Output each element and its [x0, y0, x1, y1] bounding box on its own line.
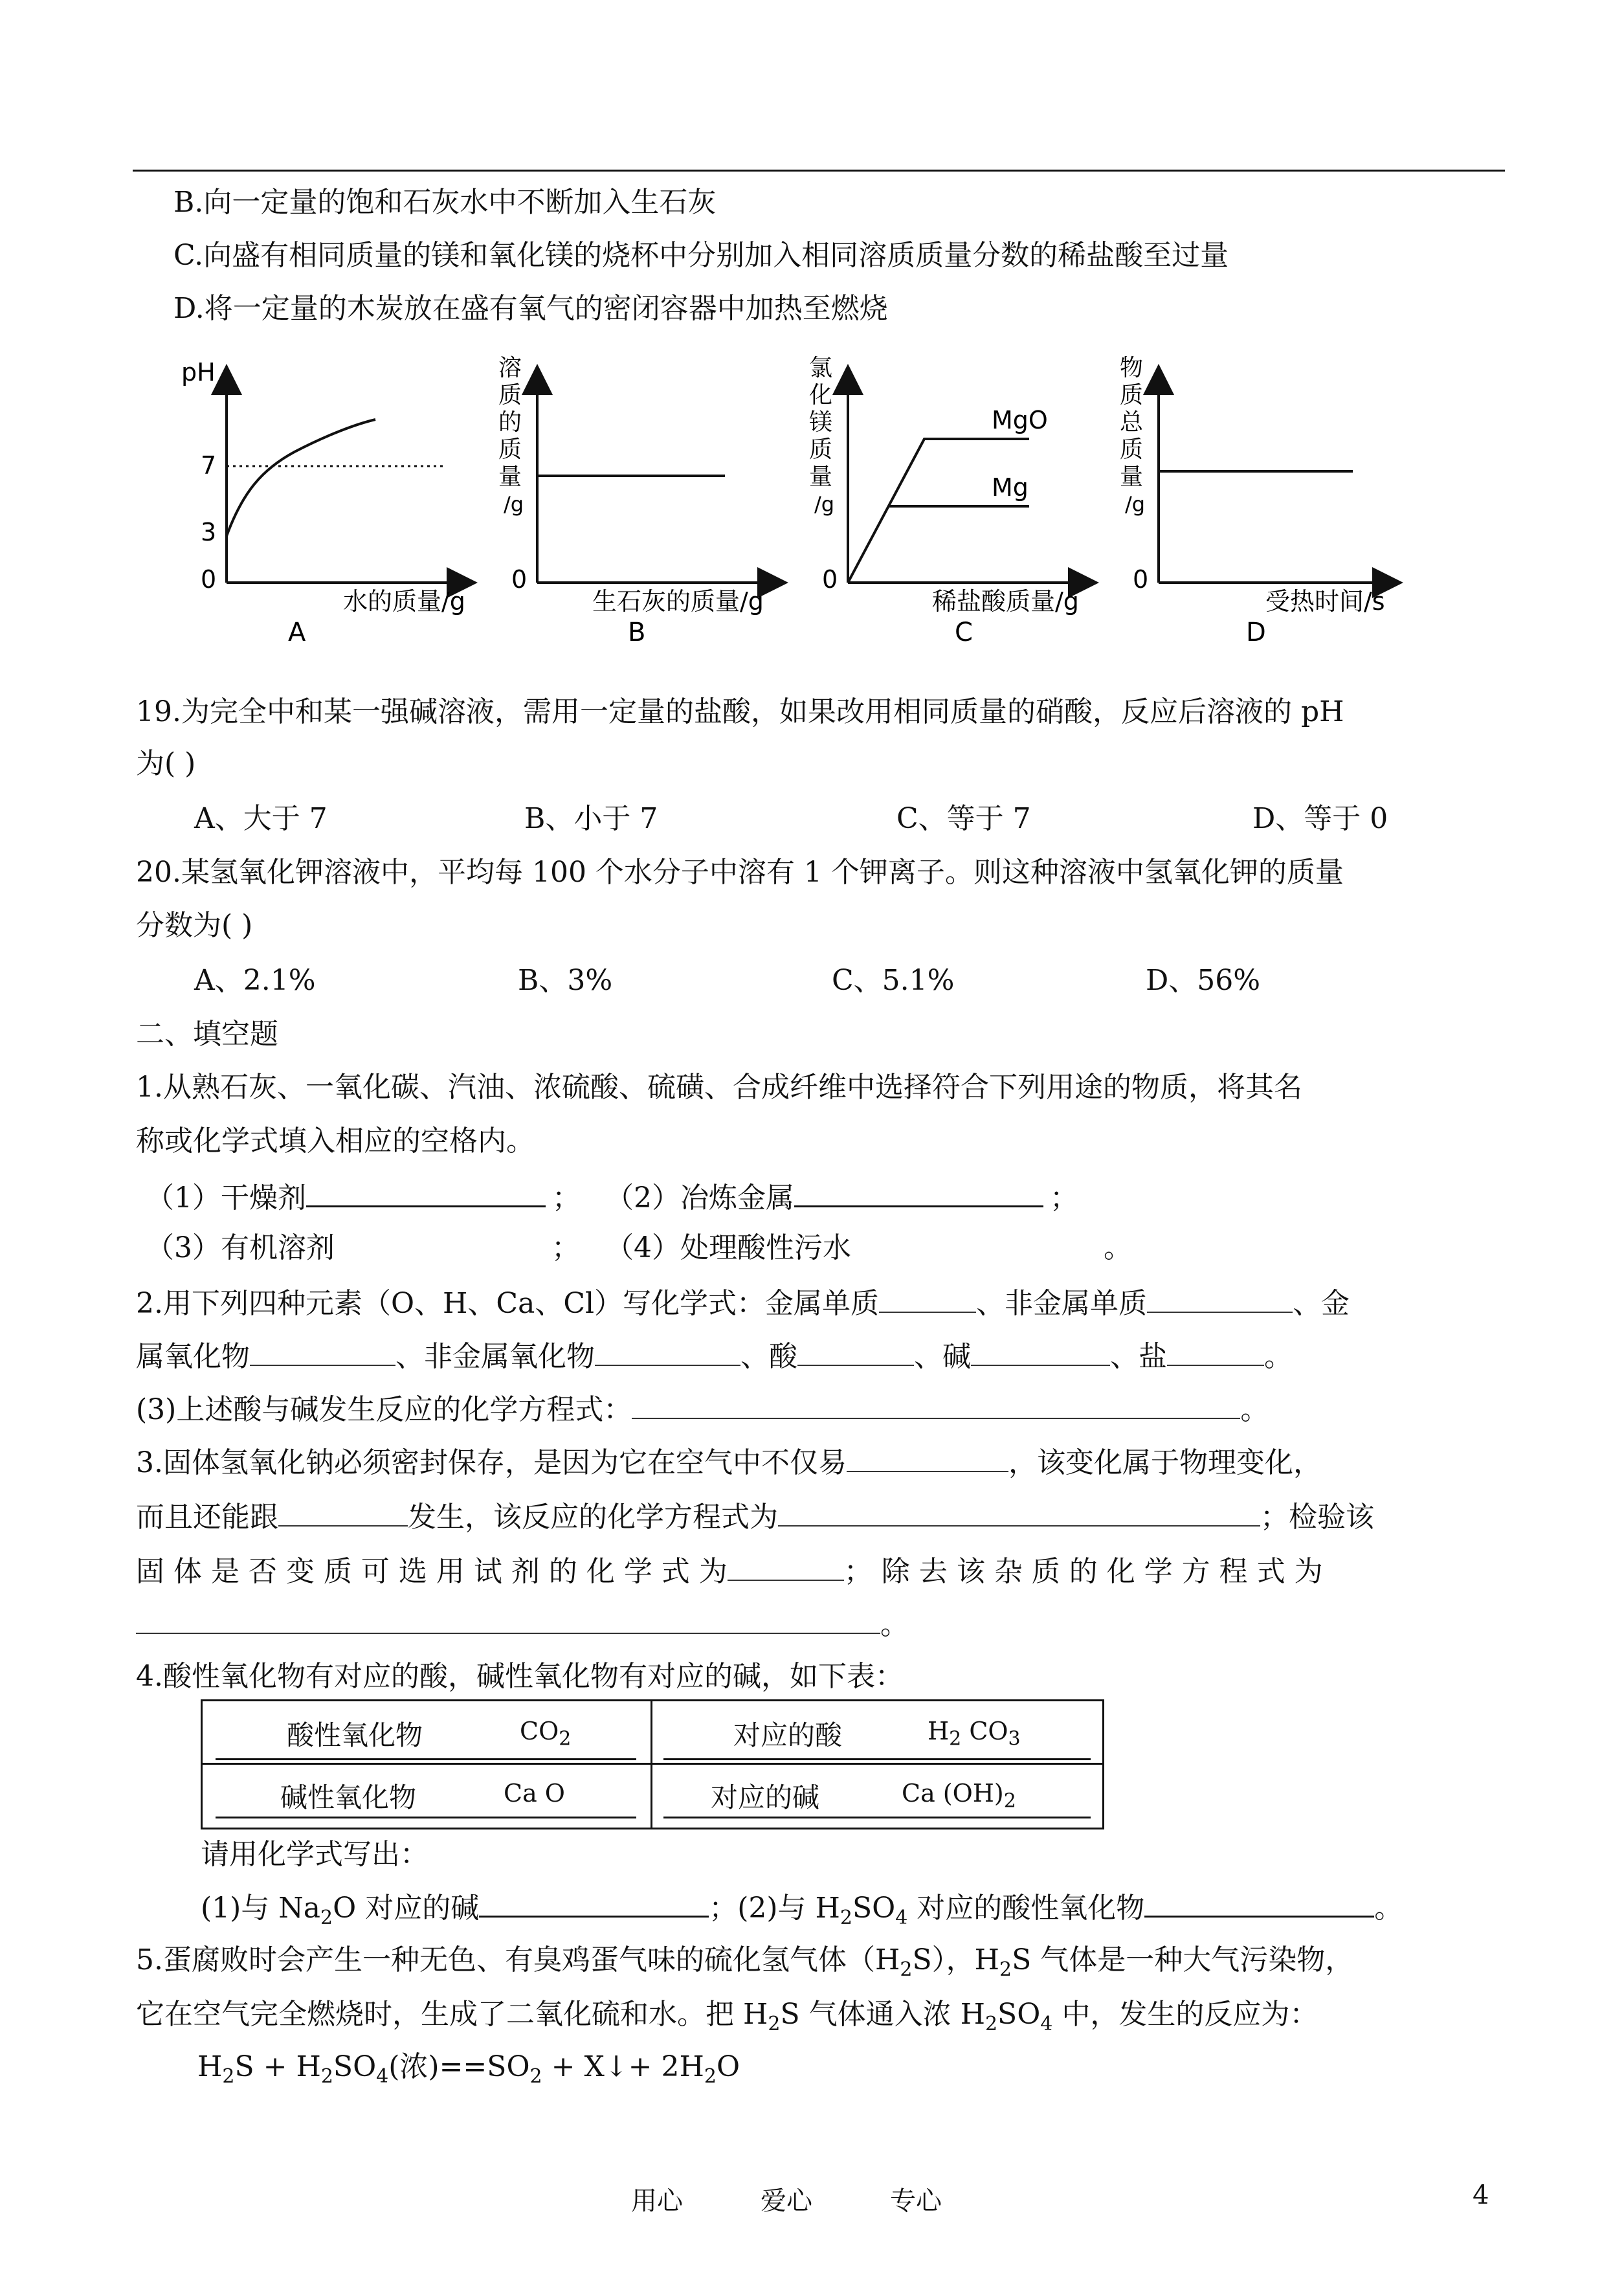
footer-text-3: 专心 — [890, 2186, 942, 2216]
f4-intro: 4.酸性氧化物有对应的酸，碱性氧化物有对应的碱，如下表： — [136, 1660, 904, 1693]
f5-text-f: SO — [997, 1998, 1041, 2031]
q19-line1: 19.为完全中和某一强碱溶液，需用一定量的盐酸，如果改用相同质量的硝酸，反应后溶液的 pH — [136, 695, 1344, 728]
table-row2-rule-right — [663, 1817, 1091, 1818]
page-number: 4 — [1473, 2180, 1489, 2210]
f1-row1b — [605, 1177, 1078, 1218]
graph-a-xlabel: 水的质量/g — [343, 587, 465, 616]
f1-row2 — [146, 1229, 580, 1268]
f5-sub-4: 2 — [984, 2012, 998, 2035]
graph-d-origin: 0 — [1133, 565, 1149, 594]
q20-opt-a: A、2.1% — [194, 964, 316, 997]
f2-line2 — [136, 1336, 1293, 1376]
table-row-divider — [203, 1763, 1102, 1765]
f3-line4 — [136, 1604, 909, 1644]
graph-b — [498, 355, 783, 647]
graph-a — [181, 358, 473, 647]
f5-text-g: 中，发生的反应为： — [1052, 1998, 1318, 2031]
f5-text-e: S 气体通入浓 H — [780, 1998, 985, 2031]
graph-a-tick-7: 7 — [201, 451, 217, 480]
f4-questions — [201, 1887, 1403, 1938]
q19-opt-c: C、等于 7 — [896, 802, 1031, 835]
table-row1-rule-right — [663, 1758, 1091, 1760]
q20-opt-d: D、56% — [1146, 964, 1261, 997]
f5-line2 — [136, 1995, 1318, 2044]
graph-a-tick-3: 3 — [201, 518, 217, 546]
f4-q2-sub1: 2 — [840, 1906, 852, 1929]
graph-b-ylabel-3: 的 — [498, 409, 522, 436]
f3-blank-1[interactable] — [847, 1442, 1008, 1472]
f2-line3 — [136, 1389, 1269, 1429]
graph-c-ylabel-1: 氯 — [809, 355, 833, 381]
table-caoh-sub: 2 — [1003, 1789, 1016, 1813]
f1-p1-blank[interactable] — [306, 1177, 546, 1207]
f4-q1-sub: 2 — [320, 1906, 333, 1929]
f4-q1-end: ； — [709, 1892, 738, 1925]
f5-line1 — [136, 1941, 1353, 1989]
graph-a-origin: 0 — [201, 565, 217, 594]
f4-blank-1[interactable] — [479, 1887, 709, 1918]
option-c-text: C.向盛有相同质量的镁和氧化镁的烧杯中分别加入相同溶质质量分数的稀盐酸至过量 — [173, 239, 1229, 272]
oxide-table — [201, 1699, 1104, 1829]
footer-text-1: 用心 — [631, 2186, 683, 2216]
table-r1c4 — [928, 1717, 1021, 1751]
f3-text-b: ，该变化属于物理变化， — [1008, 1446, 1322, 1479]
f2-blank-acid[interactable] — [797, 1336, 914, 1366]
f5-eq-f: O — [716, 2050, 740, 2083]
f2-blank-nonmetal[interactable] — [1147, 1283, 1293, 1313]
graph-d — [1120, 355, 1398, 647]
f3-text-a: 3.固体氢氧化钠必须密封保存，是因为它在空气中不仅易 — [136, 1446, 847, 1479]
table-co3: CO — [961, 1717, 1008, 1745]
f1-row2b — [605, 1229, 1132, 1268]
f2-text-f: 、酸 — [740, 1340, 797, 1373]
f4-q2-sub2: 4 — [895, 1906, 908, 1929]
graph-b-origin: 0 — [511, 565, 528, 594]
f5-eq-sub1: 2 — [222, 2064, 235, 2088]
f3-text-e: ；检验该 — [1260, 1501, 1374, 1534]
table-co3-sub: 3 — [1008, 1727, 1021, 1751]
f5-sub-1: 2 — [900, 1958, 913, 1981]
f1-p2-label: （2）冶炼金属 — [605, 1181, 794, 1214]
graph-d-ylabel-1: 物 — [1120, 355, 1144, 381]
f2-blank-metal-oxide[interactable] — [250, 1336, 395, 1366]
f4-q2-c: 对应的酸性氧化物 — [907, 1892, 1145, 1925]
f4-blank-2[interactable] — [1144, 1887, 1374, 1918]
graph-b-ylabel-6: /g — [504, 492, 524, 517]
f4-q1-a: (1)与 Na — [201, 1892, 321, 1925]
f5-text-a: 5.蛋腐败时会产生一种无色、有臭鸡蛋气味的硫化氢气体（H — [136, 1943, 900, 1976]
f2-text-e: 、非金属氧化物 — [395, 1340, 595, 1373]
f1-line2: 称或化学式填入相应的空格内。 — [136, 1124, 535, 1158]
f2-line1 — [136, 1283, 1350, 1323]
table-r2c3: 对应的碱 — [711, 1782, 820, 1813]
graph-b-ylabel-1: 溶 — [498, 355, 522, 381]
table-r2c2: Ca O — [504, 1779, 565, 1807]
q19-opt-a: A、大于 7 — [194, 802, 328, 835]
f3-text-f: 固 体 是 否 变 质 可 选 用 试 剂 的 化 学 式 为 — [136, 1555, 728, 1588]
f1-p1-label: （1）干燥剂 — [146, 1181, 306, 1214]
q20-line1: 20.某氢氧化钾溶液中，平均每 100 个水分子中溶有 1 个钾离子。则这种溶液中氢氧化钾的质量 — [136, 856, 1344, 889]
q19-line2: 为( ) — [136, 747, 196, 780]
f5-sub-2: 2 — [999, 1958, 1012, 1981]
f5-eq-d: (浓)==SO — [388, 2050, 530, 2083]
f5-equation — [197, 2048, 740, 2096]
table-r2c1: 碱性氧化物 — [280, 1782, 417, 1813]
graph-a-ylabel: pH — [181, 358, 216, 386]
table-h: H — [928, 1717, 950, 1745]
f1-p2-blank[interactable] — [794, 1177, 1043, 1207]
f3-text-d: 发生，该反应的化学方程式为 — [408, 1501, 778, 1534]
section-title: 二、填空题 — [136, 1018, 278, 1051]
f5-text-d: 它在空气完全燃烧时，生成了二氧化硫和水。把 H — [136, 1998, 768, 2031]
f2-text-k: 。 — [1240, 1393, 1269, 1426]
q20-line2: 分数为( ) — [136, 909, 253, 942]
f3-blank-5[interactable] — [136, 1604, 880, 1634]
f4-q1-b: O 对应的碱 — [333, 1892, 480, 1925]
f3-text-h: 。 — [880, 1608, 909, 1641]
f1-p1-end: ； — [552, 1181, 581, 1214]
f1-p3-end: ； — [551, 1231, 580, 1264]
f1-row1 — [146, 1177, 581, 1218]
f1-p4-end: 。 — [1104, 1231, 1132, 1264]
graph-c-mgo-line — [848, 439, 1029, 583]
graph-b-letter: B — [628, 618, 646, 647]
graph-c-origin: 0 — [822, 565, 838, 594]
f4-q2-a: (2)与 H — [737, 1892, 840, 1925]
f2-text-g: 、碱 — [914, 1340, 971, 1373]
f3-blank-2[interactable] — [278, 1497, 408, 1527]
f5-text-c: S 气体是一种大气污染物， — [1012, 1943, 1354, 1976]
f5-eq-sub4: 2 — [529, 2064, 542, 2088]
q19-opt-d: D、等于 0 — [1252, 802, 1388, 835]
graph-c-mg-label: Mg — [992, 473, 1029, 502]
f5-eq-c: SO — [333, 2050, 377, 2083]
f5-eq-sub3: 4 — [376, 2064, 389, 2088]
f3-text-g: ； 除 去 该 杂 质 的 化 学 方 程 式 为 — [843, 1555, 1323, 1588]
graph-c-xlabel: 稀盐酸质量/g — [932, 587, 1079, 616]
table-co2: CO — [520, 1717, 559, 1745]
graph-c-ylabel-2: 化 — [809, 382, 833, 408]
graph-c-ylabel-5: 量 — [809, 464, 833, 490]
option-b-text: B.向一定量的饱和石灰水中不断加入生石灰 — [173, 186, 717, 219]
graph-d-ylabel-4: 质 — [1120, 436, 1144, 463]
graph-a-letter: A — [288, 618, 306, 647]
graph-b-xlabel: 生石灰的质量/g — [592, 587, 764, 616]
graph-d-ylabel-2: 质 — [1120, 382, 1144, 408]
graph-c — [809, 355, 1094, 647]
f5-eq-e: + X↓+ 2H — [542, 2050, 704, 2083]
table-r1c2 — [520, 1717, 571, 1751]
table-caoh: Ca (OH) — [902, 1779, 1004, 1807]
graph-c-ylabel-6: /g — [814, 492, 835, 517]
table-r1c1: 酸性氧化物 — [287, 1719, 423, 1751]
f2-text-a: 2.用下列四种元素（O、H、Ca、Cl）写化学式：金属单质 — [136, 1287, 880, 1320]
f1-line1: 1.从熟石灰、一氧化碳、汽油、浓硫酸、硫磺、合成纤维中选择符合下列用途的物质，将其名 — [136, 1071, 1302, 1104]
f2-text-b: 、非金属单质 — [976, 1287, 1148, 1320]
f2-text-h: 、盐 — [1110, 1340, 1167, 1373]
f4-please: 请用化学式写出： — [201, 1838, 428, 1871]
graph-c-ylabel-3: 镁 — [809, 409, 833, 436]
table-row2-rule-left — [216, 1817, 636, 1818]
table-col-divider — [651, 1701, 652, 1828]
f2-blank-nonmetal-oxide[interactable] — [595, 1336, 740, 1366]
f2-blank-metal[interactable] — [879, 1283, 976, 1313]
graph-b-ylabel-5: 量 — [498, 464, 522, 490]
f4-q2-end: 。 — [1374, 1892, 1403, 1925]
graph-b-ylabel-2: 质 — [498, 382, 522, 408]
f2-text-j: (3)上述酸与碱发生反应的化学方程式： — [136, 1393, 632, 1426]
f1-p2-end: ； — [1050, 1181, 1078, 1214]
graph-d-ylabel-6: /g — [1125, 492, 1146, 517]
q20-opt-b: B、3% — [518, 964, 613, 997]
f3-blank-3[interactable] — [778, 1497, 1260, 1527]
footer-text-2: 爱心 — [761, 2186, 812, 2216]
table-r2c4 — [902, 1779, 1016, 1813]
f3-line1 — [136, 1442, 1322, 1482]
f5-eq-b: S + H — [234, 2050, 321, 2083]
table-h-sub: 2 — [949, 1727, 962, 1751]
f2-blank-base[interactable] — [971, 1336, 1110, 1366]
f2-text-i: 。 — [1264, 1340, 1293, 1373]
f3-blank-4[interactable] — [728, 1551, 844, 1581]
graph-d-ylabel-3: 总 — [1120, 409, 1144, 436]
f2-text-d: 属氧化物 — [136, 1340, 250, 1373]
graph-d-letter: D — [1246, 618, 1266, 647]
f5-sub-3: 2 — [768, 2012, 781, 2035]
f5-text-b: S），H — [912, 1943, 999, 1976]
f3-text-c: 而且还能跟 — [136, 1501, 278, 1534]
f5-eq-sub5: 2 — [704, 2064, 717, 2088]
q20-opt-c: C、5.1% — [832, 964, 955, 997]
option-d-text: D.将一定量的木炭放在盛有氧气的密闭容器中加热至燃烧 — [173, 292, 888, 325]
f5-eq-sub2: 2 — [320, 2064, 333, 2088]
graph-d-ylabel-5: 量 — [1120, 464, 1144, 490]
f4-q2-b: SO — [852, 1892, 896, 1925]
graphs-figure — [162, 343, 1430, 660]
table-row1-rule-left — [216, 1758, 636, 1760]
graph-c-letter: C — [955, 618, 973, 647]
graph-d-xlabel: 受热时间/s — [1265, 587, 1385, 616]
graph-c-mgo-label: MgO — [992, 406, 1048, 434]
f1-p3-label: （3）有机溶剂 — [146, 1231, 335, 1264]
table-co2-sub: 2 — [559, 1727, 572, 1751]
graph-b-ylabel-4: 质 — [498, 436, 522, 463]
f5-eq-a: H — [197, 2050, 223, 2083]
f2-blank-salt[interactable] — [1167, 1336, 1264, 1366]
f2-text-c: 、金 — [1293, 1287, 1350, 1320]
ph-curve — [227, 419, 375, 536]
table-r1c3: 对应的酸 — [733, 1719, 843, 1751]
graph-c-ylabel-4: 质 — [809, 436, 833, 463]
f1-p4-label: （4）处理酸性污水 — [605, 1231, 851, 1264]
q19-opt-b: B、小于 7 — [524, 802, 658, 835]
f2-blank-equation[interactable] — [632, 1389, 1240, 1419]
header-rule — [133, 170, 1505, 172]
f3-line3 — [136, 1551, 1323, 1591]
f3-line2 — [136, 1497, 1374, 1537]
f5-sub-5: 4 — [1040, 2012, 1053, 2035]
